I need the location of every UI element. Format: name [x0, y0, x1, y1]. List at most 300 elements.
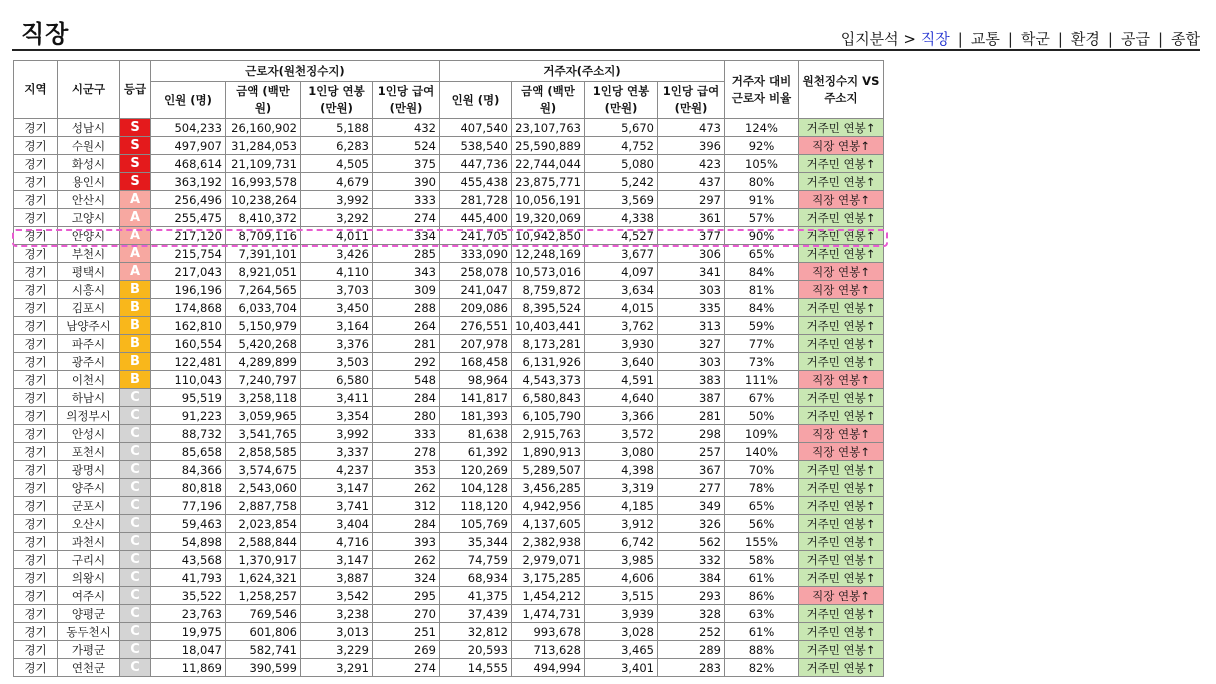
city-cell: 의정부시	[58, 407, 120, 425]
grade-badge: C	[120, 461, 151, 479]
worker-monthly-cell: 274	[373, 209, 440, 227]
resident-people-cell: 258,078	[440, 263, 512, 281]
city-cell: 광명시	[58, 461, 120, 479]
worker-monthly-cell: 269	[373, 641, 440, 659]
worker-amount-cell: 21,109,731	[226, 155, 301, 173]
worker-people-cell: 497,907	[151, 137, 226, 155]
worker-amount-cell: 8,410,372	[226, 209, 301, 227]
worker-people-cell: 23,763	[151, 605, 226, 623]
worker-annual-cell: 3,292	[301, 209, 373, 227]
region-cell: 경기	[14, 155, 58, 173]
city-cell: 부천시	[58, 245, 120, 263]
table-row	[14, 209, 884, 227]
worker-annual-cell: 4,110	[301, 263, 373, 281]
worker-people-cell: 35,522	[151, 587, 226, 605]
resident-amount-cell: 1,890,913	[512, 443, 585, 461]
nav-tab-workplace[interactable]: 직장	[920, 30, 950, 48]
city-cell: 하남시	[58, 389, 120, 407]
table-row	[14, 515, 884, 533]
grade-badge: S	[120, 173, 151, 191]
worker-monthly-cell: 524	[373, 137, 440, 155]
grade-badge: C	[120, 659, 151, 677]
resident-monthly-cell: 377	[658, 227, 725, 245]
resident-people-cell: 61,392	[440, 443, 512, 461]
table-row	[14, 353, 884, 371]
ratio-cell: 57%	[725, 209, 799, 227]
worker-annual-cell: 3,404	[301, 515, 373, 533]
worker-people-cell: 85,658	[151, 443, 226, 461]
worker-people-cell: 122,481	[151, 353, 226, 371]
region-cell: 경기	[14, 119, 58, 137]
ratio-cell: 67%	[725, 389, 799, 407]
nav-separator: |	[957, 30, 963, 48]
grade-badge: B	[120, 335, 151, 353]
worker-people-cell: 11,869	[151, 659, 226, 677]
resident-amount-cell: 12,248,169	[512, 245, 585, 263]
table-row	[14, 389, 884, 407]
resident-amount-cell: 10,403,441	[512, 317, 585, 335]
ratio-cell: 111%	[725, 371, 799, 389]
resident-amount-cell: 10,942,850	[512, 227, 585, 245]
worker-amount-cell: 8,921,051	[226, 263, 301, 281]
worker-people-cell: 162,810	[151, 317, 226, 335]
region-cell: 경기	[14, 659, 58, 677]
region-cell: 경기	[14, 569, 58, 587]
resident-amount-cell: 6,105,790	[512, 407, 585, 425]
resident-people-cell: 209,086	[440, 299, 512, 317]
worker-amount-cell: 7,391,101	[226, 245, 301, 263]
worker-people-cell: 95,519	[151, 389, 226, 407]
city-cell: 김포시	[58, 299, 120, 317]
region-cell: 경기	[14, 227, 58, 245]
resident-people-cell: 14,555	[440, 659, 512, 677]
compare-badge: 직장 연봉↑	[799, 443, 884, 461]
resident-annual-cell: 3,985	[585, 551, 658, 569]
city-cell: 구리시	[58, 551, 120, 569]
compare-badge: 거주민 연봉↑	[799, 659, 884, 677]
ratio-cell: 78%	[725, 479, 799, 497]
resident-people-cell: 104,128	[440, 479, 512, 497]
nav-tab-transport[interactable]: 교통	[970, 30, 1000, 48]
worker-annual-cell: 4,505	[301, 155, 373, 173]
resident-amount-cell: 8,759,872	[512, 281, 585, 299]
resident-amount-cell: 1,474,731	[512, 605, 585, 623]
nav-prefix: 입지분석 >	[840, 30, 916, 48]
worker-amount-cell: 2,543,060	[226, 479, 301, 497]
grade-badge: A	[120, 209, 151, 227]
resident-amount-cell: 19,320,069	[512, 209, 585, 227]
worker-annual-cell: 3,411	[301, 389, 373, 407]
worker-people-cell: 468,614	[151, 155, 226, 173]
worker-amount-cell: 4,289,899	[226, 353, 301, 371]
ratio-cell: 84%	[725, 299, 799, 317]
table-row	[14, 479, 884, 497]
grade-badge: A	[120, 245, 151, 263]
resident-people-cell: 68,934	[440, 569, 512, 587]
table-row	[14, 587, 884, 605]
resident-amount-cell: 713,628	[512, 641, 585, 659]
city-cell: 광주시	[58, 353, 120, 371]
region-cell: 경기	[14, 461, 58, 479]
resident-monthly-cell: 396	[658, 137, 725, 155]
compare-badge: 거주민 연봉↑	[799, 119, 884, 137]
resident-annual-cell: 3,930	[585, 335, 658, 353]
worker-monthly-cell: 281	[373, 335, 440, 353]
worker-people-cell: 18,047	[151, 641, 226, 659]
grade-badge: C	[120, 407, 151, 425]
region-cell: 경기	[14, 443, 58, 461]
region-cell: 경기	[14, 389, 58, 407]
resident-monthly-cell: 281	[658, 407, 725, 425]
grade-badge: C	[120, 497, 151, 515]
resident-annual-cell: 4,527	[585, 227, 658, 245]
grade-badge: C	[120, 443, 151, 461]
worker-monthly-cell: 548	[373, 371, 440, 389]
worker-amount-cell: 1,370,917	[226, 551, 301, 569]
worker-annual-cell: 3,741	[301, 497, 373, 515]
worker-amount-cell: 8,709,116	[226, 227, 301, 245]
resident-annual-cell: 4,097	[585, 263, 658, 281]
grade-badge: B	[120, 317, 151, 335]
resident-annual-cell: 4,015	[585, 299, 658, 317]
region-cell: 경기	[14, 497, 58, 515]
worker-annual-cell: 4,716	[301, 533, 373, 551]
worker-monthly-cell: 312	[373, 497, 440, 515]
city-cell: 화성시	[58, 155, 120, 173]
region-cell: 경기	[14, 209, 58, 227]
resident-annual-cell: 4,606	[585, 569, 658, 587]
grade-badge: C	[120, 623, 151, 641]
worker-amount-cell: 3,258,118	[226, 389, 301, 407]
worker-people-cell: 80,818	[151, 479, 226, 497]
header-city: 시군구	[58, 61, 120, 119]
resident-people-cell: 447,736	[440, 155, 512, 173]
resident-people-cell: 241,705	[440, 227, 512, 245]
compare-badge: 거주민 연봉↑	[799, 461, 884, 479]
nav-tab-overall[interactable]: 종합	[1171, 30, 1200, 48]
resident-annual-cell: 3,515	[585, 587, 658, 605]
resident-amount-cell: 25,590,889	[512, 137, 585, 155]
table-row	[14, 299, 884, 317]
workplace-data-table	[13, 60, 884, 677]
worker-annual-cell: 3,147	[301, 551, 373, 569]
grade-badge: C	[120, 551, 151, 569]
worker-annual-cell: 3,887	[301, 569, 373, 587]
worker-amount-cell: 1,258,257	[226, 587, 301, 605]
worker-amount-cell: 3,059,965	[226, 407, 301, 425]
worker-amount-cell: 3,541,765	[226, 425, 301, 443]
nav-tab-school[interactable]: 학군	[1020, 30, 1050, 48]
header-resident-amount: 금액 (백만원)	[512, 82, 585, 119]
table-row	[14, 461, 884, 479]
worker-people-cell: 19,975	[151, 623, 226, 641]
compare-badge: 거주민 연봉↑	[799, 335, 884, 353]
resident-monthly-cell: 313	[658, 317, 725, 335]
city-cell: 연천군	[58, 659, 120, 677]
resident-people-cell: 120,269	[440, 461, 512, 479]
resident-people-cell: 20,593	[440, 641, 512, 659]
region-cell: 경기	[14, 371, 58, 389]
header-grade: 등급	[120, 61, 151, 119]
resident-monthly-cell: 332	[658, 551, 725, 569]
grade-badge: S	[120, 119, 151, 137]
table-row	[14, 245, 884, 263]
worker-annual-cell: 3,147	[301, 479, 373, 497]
nav-tab-supply[interactable]: 공급	[1120, 30, 1150, 48]
city-cell: 가평군	[58, 641, 120, 659]
worker-annual-cell: 4,237	[301, 461, 373, 479]
nav-separator: |	[1157, 30, 1164, 48]
region-cell: 경기	[14, 299, 58, 317]
city-cell: 여주시	[58, 587, 120, 605]
resident-monthly-cell: 306	[658, 245, 725, 263]
worker-amount-cell: 16,993,578	[226, 173, 301, 191]
resident-annual-cell: 3,080	[585, 443, 658, 461]
worker-annual-cell: 6,580	[301, 371, 373, 389]
resident-monthly-cell: 335	[658, 299, 725, 317]
resident-monthly-cell: 293	[658, 587, 725, 605]
ratio-cell: 77%	[725, 335, 799, 353]
resident-monthly-cell: 257	[658, 443, 725, 461]
resident-monthly-cell: 283	[658, 659, 725, 677]
ratio-cell: 86%	[725, 587, 799, 605]
resident-amount-cell: 1,454,212	[512, 587, 585, 605]
grade-badge: C	[120, 587, 151, 605]
worker-people-cell: 256,496	[151, 191, 226, 209]
title-underline	[12, 49, 1200, 51]
worker-amount-cell: 2,588,844	[226, 533, 301, 551]
resident-people-cell: 105,769	[440, 515, 512, 533]
resident-monthly-cell: 384	[658, 569, 725, 587]
city-cell: 군포시	[58, 497, 120, 515]
resident-monthly-cell: 341	[658, 263, 725, 281]
resident-amount-cell: 23,107,763	[512, 119, 585, 137]
worker-annual-cell: 3,992	[301, 191, 373, 209]
resident-annual-cell: 3,762	[585, 317, 658, 335]
worker-people-cell: 217,043	[151, 263, 226, 281]
ratio-cell: 81%	[725, 281, 799, 299]
region-cell: 경기	[14, 353, 58, 371]
worker-monthly-cell: 280	[373, 407, 440, 425]
table-row	[14, 335, 884, 353]
city-cell: 평택시	[58, 263, 120, 281]
grade-badge: B	[120, 371, 151, 389]
resident-amount-cell: 2,979,071	[512, 551, 585, 569]
region-cell: 경기	[14, 245, 58, 263]
resident-amount-cell: 3,456,285	[512, 479, 585, 497]
header-worker-amount: 금액 (백만원)	[226, 82, 301, 119]
resident-annual-cell: 3,569	[585, 191, 658, 209]
worker-annual-cell: 6,283	[301, 137, 373, 155]
worker-monthly-cell: 333	[373, 425, 440, 443]
resident-monthly-cell: 297	[658, 191, 725, 209]
resident-monthly-cell: 383	[658, 371, 725, 389]
ratio-cell: 155%	[725, 533, 799, 551]
table-body	[14, 119, 884, 677]
ratio-cell: 91%	[725, 191, 799, 209]
table-row	[14, 191, 884, 209]
worker-people-cell: 84,366	[151, 461, 226, 479]
resident-monthly-cell: 277	[658, 479, 725, 497]
ratio-cell: 65%	[725, 497, 799, 515]
ratio-cell: 90%	[725, 227, 799, 245]
region-cell: 경기	[14, 587, 58, 605]
worker-monthly-cell: 288	[373, 299, 440, 317]
ratio-cell: 80%	[725, 173, 799, 191]
grade-badge: S	[120, 155, 151, 173]
table-row	[14, 623, 884, 641]
compare-badge: 거주민 연봉↑	[799, 641, 884, 659]
ratio-cell: 70%	[725, 461, 799, 479]
grade-badge: C	[120, 515, 151, 533]
city-cell: 양평군	[58, 605, 120, 623]
nav-separator: |	[1107, 30, 1113, 48]
table-row	[14, 659, 884, 677]
ratio-cell: 92%	[725, 137, 799, 155]
grade-badge: A	[120, 263, 151, 281]
resident-amount-cell: 10,573,016	[512, 263, 585, 281]
city-cell: 성남시	[58, 119, 120, 137]
worker-amount-cell: 3,574,675	[226, 461, 301, 479]
worker-monthly-cell: 278	[373, 443, 440, 461]
compare-badge: 거주민 연봉↑	[799, 533, 884, 551]
region-cell: 경기	[14, 191, 58, 209]
resident-people-cell: 98,964	[440, 371, 512, 389]
resident-people-cell: 276,551	[440, 317, 512, 335]
compare-badge: 직장 연봉↑	[799, 425, 884, 443]
resident-people-cell: 41,375	[440, 587, 512, 605]
worker-annual-cell: 3,337	[301, 443, 373, 461]
header-resident-monthly: 1인당 급여 (만원)	[658, 82, 725, 119]
compare-badge: 거주민 연봉↑	[799, 569, 884, 587]
region-cell: 경기	[14, 551, 58, 569]
region-cell: 경기	[14, 533, 58, 551]
worker-monthly-cell: 264	[373, 317, 440, 335]
resident-amount-cell: 4,137,605	[512, 515, 585, 533]
region-cell: 경기	[14, 407, 58, 425]
resident-annual-cell: 5,080	[585, 155, 658, 173]
grade-badge: B	[120, 353, 151, 371]
region-cell: 경기	[14, 137, 58, 155]
city-cell: 안성시	[58, 425, 120, 443]
nav-separator: |	[1057, 30, 1063, 48]
compare-badge: 거주민 연봉↑	[799, 623, 884, 641]
compare-badge: 직장 연봉↑	[799, 587, 884, 605]
nav-separator: |	[1007, 30, 1013, 48]
region-cell: 경기	[14, 425, 58, 443]
compare-badge: 거주민 연봉↑	[799, 209, 884, 227]
region-cell: 경기	[14, 623, 58, 641]
resident-monthly-cell: 562	[658, 533, 725, 551]
worker-amount-cell: 769,546	[226, 605, 301, 623]
ratio-cell: 73%	[725, 353, 799, 371]
ratio-cell: 105%	[725, 155, 799, 173]
region-cell: 경기	[14, 641, 58, 659]
worker-annual-cell: 3,450	[301, 299, 373, 317]
worker-monthly-cell: 262	[373, 551, 440, 569]
resident-monthly-cell: 423	[658, 155, 725, 173]
compare-badge: 거주민 연봉↑	[799, 551, 884, 569]
grade-badge: B	[120, 281, 151, 299]
worker-monthly-cell: 309	[373, 281, 440, 299]
resident-amount-cell: 3,175,285	[512, 569, 585, 587]
worker-monthly-cell: 334	[373, 227, 440, 245]
resident-annual-cell: 3,401	[585, 659, 658, 677]
city-cell: 양주시	[58, 479, 120, 497]
resident-annual-cell: 3,028	[585, 623, 658, 641]
resident-amount-cell: 2,915,763	[512, 425, 585, 443]
header-resident-group: 거주자(주소지)	[440, 61, 725, 82]
ratio-cell: 58%	[725, 551, 799, 569]
resident-annual-cell: 4,640	[585, 389, 658, 407]
region-cell: 경기	[14, 335, 58, 353]
worker-annual-cell: 4,011	[301, 227, 373, 245]
resident-people-cell: 445,400	[440, 209, 512, 227]
worker-people-cell: 43,568	[151, 551, 226, 569]
worker-monthly-cell: 295	[373, 587, 440, 605]
grade-badge: C	[120, 479, 151, 497]
compare-badge: 거주민 연봉↑	[799, 173, 884, 191]
city-cell: 안양시	[58, 227, 120, 245]
table-row	[14, 263, 884, 281]
table-row	[14, 407, 884, 425]
worker-amount-cell: 26,160,902	[226, 119, 301, 137]
worker-amount-cell: 10,238,264	[226, 191, 301, 209]
worker-amount-cell: 7,240,797	[226, 371, 301, 389]
resident-amount-cell: 23,875,771	[512, 173, 585, 191]
worker-monthly-cell: 390	[373, 173, 440, 191]
compare-badge: 거주민 연봉↑	[799, 353, 884, 371]
grade-badge: C	[120, 641, 151, 659]
compare-badge: 거주민 연봉↑	[799, 227, 884, 245]
ratio-cell: 124%	[725, 119, 799, 137]
resident-people-cell: 37,439	[440, 605, 512, 623]
resident-people-cell: 81,638	[440, 425, 512, 443]
worker-people-cell: 54,898	[151, 533, 226, 551]
resident-annual-cell: 3,319	[585, 479, 658, 497]
worker-people-cell: 255,475	[151, 209, 226, 227]
city-cell: 동두천시	[58, 623, 120, 641]
grade-badge: C	[120, 605, 151, 623]
compare-badge: 직장 연봉↑	[799, 263, 884, 281]
resident-annual-cell: 3,939	[585, 605, 658, 623]
resident-monthly-cell: 349	[658, 497, 725, 515]
region-cell: 경기	[14, 515, 58, 533]
resident-annual-cell: 3,634	[585, 281, 658, 299]
worker-annual-cell: 3,992	[301, 425, 373, 443]
table-row	[14, 371, 884, 389]
ratio-cell: 84%	[725, 263, 799, 281]
resident-annual-cell: 3,677	[585, 245, 658, 263]
worker-amount-cell: 582,741	[226, 641, 301, 659]
resident-monthly-cell: 328	[658, 605, 725, 623]
worker-monthly-cell: 393	[373, 533, 440, 551]
resident-monthly-cell: 437	[658, 173, 725, 191]
worker-monthly-cell: 284	[373, 515, 440, 533]
resident-people-cell: 168,458	[440, 353, 512, 371]
city-cell: 이천시	[58, 371, 120, 389]
worker-people-cell: 217,120	[151, 227, 226, 245]
city-cell: 파주시	[58, 335, 120, 353]
resident-amount-cell: 2,382,938	[512, 533, 585, 551]
nav-tab-environment[interactable]: 환경	[1070, 30, 1100, 48]
grade-badge: C	[120, 533, 151, 551]
worker-monthly-cell: 375	[373, 155, 440, 173]
resident-people-cell: 32,812	[440, 623, 512, 641]
worker-annual-cell: 3,426	[301, 245, 373, 263]
ratio-cell: 63%	[725, 605, 799, 623]
resident-amount-cell: 10,056,191	[512, 191, 585, 209]
